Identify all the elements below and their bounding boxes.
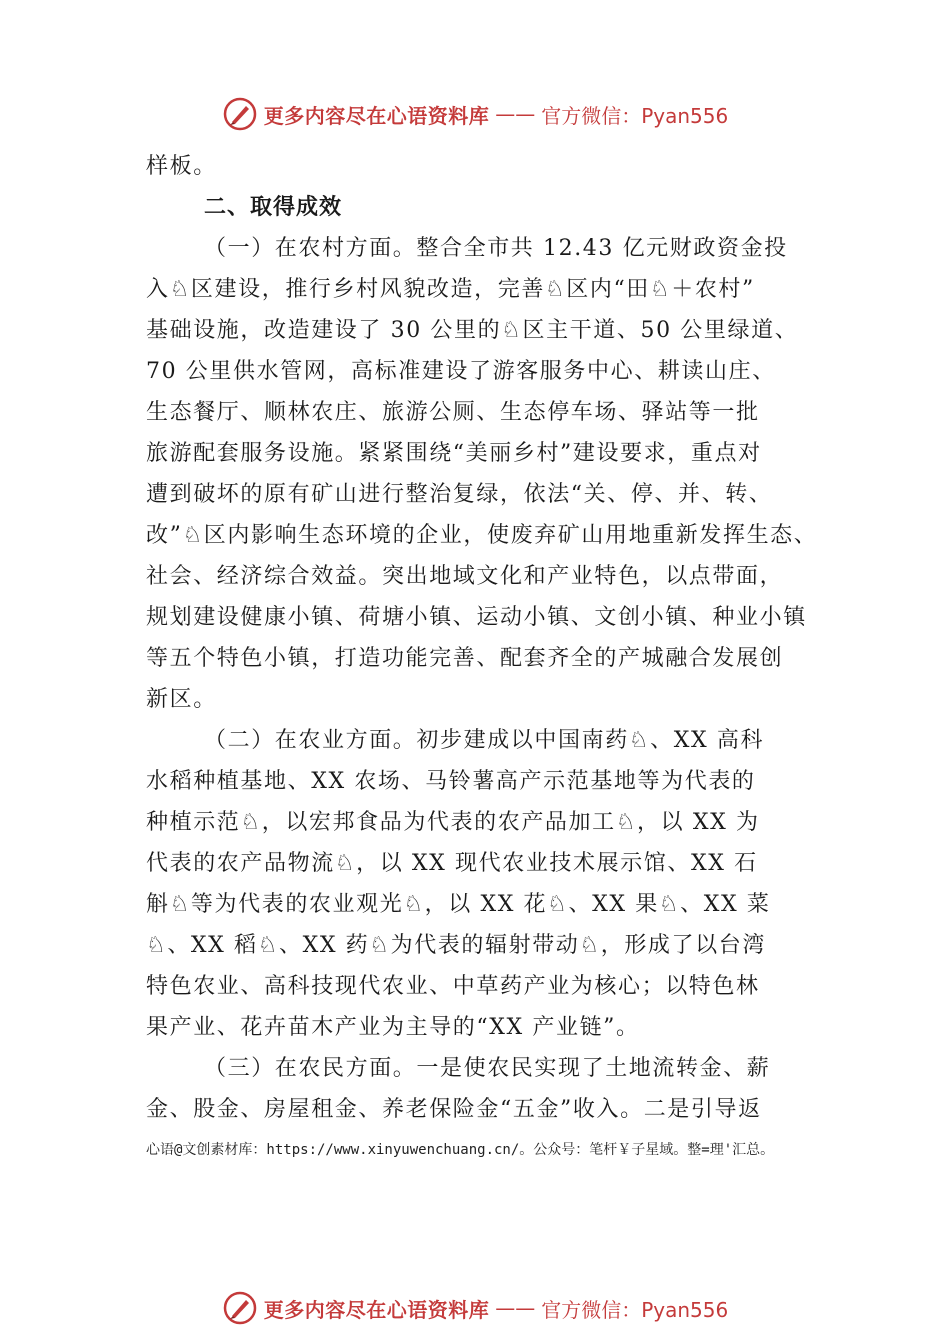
text-line: 新区。	[146, 687, 217, 712]
text-line: 基础设施，改造建设了 30 公里的♘区主干道、50 公里绿道、	[146, 318, 799, 343]
text-line: 旅游配套服务设施。紧紧围绕“美丽乡村”建设要求，重点对	[146, 441, 762, 466]
text-line: 代表的农产品物流♘，以 XX 现代农业技术展示馆、XX 石	[146, 851, 758, 876]
text-line: 特色农业、高科技现代农业、中草药产业为核心；以特色林	[146, 974, 760, 999]
section-heading: 二、取得成效	[204, 195, 343, 220]
text-line: 入♘区建设，推行乡村风貌改造，完善♘区内“田♘＋农村”	[146, 277, 755, 302]
paragraph-start: （三）在农民方面。一是使农民实现了土地流转金、薪	[204, 1056, 771, 1081]
text-line: 社会、经济综合效益。突出地域文化和产业特色，以点带面，	[146, 564, 784, 589]
pen-logo-icon	[222, 96, 258, 132]
pen-logo-icon	[222, 1290, 258, 1326]
text-line: 斛♘等为代表的农业观光♘，以 XX 花♘、XX 果♘、XX 菜	[146, 892, 771, 917]
text-line: 生态餐厅、顺林农庄、旅游公厕、生态停车场、驿站等一批	[146, 400, 760, 425]
footer-note: 心语@文创素材库：https://www.xinyuwenchuang.cn/。公众号：笔杆￥子星域。整=理'汇总。	[146, 1142, 775, 1158]
banner-title: 更多内容尽在心语资料库	[263, 103, 490, 128]
text-line: 样板。	[146, 154, 217, 179]
text-line: 等五个特色小镇，打造功能完善、配套齐全的产城融合发展创	[146, 646, 784, 671]
text-line: 规划建设健康小镇、荷塘小镇、运动小镇、文创小镇、种业小镇	[146, 605, 807, 630]
text-line: 果产业、花卉苗木产业为主导的“XX 产业链”。	[146, 1015, 640, 1040]
banner-title: 更多内容尽在心语资料库	[263, 1297, 490, 1322]
banner-wechat: 官方微信：Pyan556	[541, 103, 729, 128]
banner-dash: ——	[495, 1296, 536, 1320]
text-line: 种植示范♘，以宏邦食品为代表的农产品加工♘，以 XX 为	[146, 810, 760, 835]
header-banner	[0, 92, 950, 136]
paragraph-start: （二）在农业方面。初步建成以中国南药♘、XX 高科	[204, 728, 765, 753]
text-line: ♘、XX 稻♘、XX 药♘为代表的辐射带动♘，形成了以台湾	[146, 933, 766, 958]
text-line: 改”♘区内影响生态环境的企业，使废弃矿山用地重新发挥生态、	[146, 523, 818, 548]
banner-wechat: 官方微信：Pyan556	[541, 1297, 729, 1322]
text-line: 遭到破坏的原有矿山进行整治复绿，依法“关、停、并、转、	[146, 482, 773, 507]
text-line: 70 公里供水管网，高标准建设了游客服务中心、耕读山庄、	[146, 359, 776, 384]
text-line: 水稻种植基地、XX 农场、马铃薯高产示范基地等为代表的	[146, 769, 756, 794]
footer-banner	[0, 1286, 950, 1330]
document-body	[146, 146, 846, 1130]
text-line: 金、股金、房屋租金、养老保险金“五金”收入。二是引导返	[146, 1097, 762, 1122]
paragraph-start: （一）在农村方面。整合全市共 12.43 亿元财政资金投	[204, 236, 788, 261]
banner-dash: ——	[495, 102, 536, 126]
